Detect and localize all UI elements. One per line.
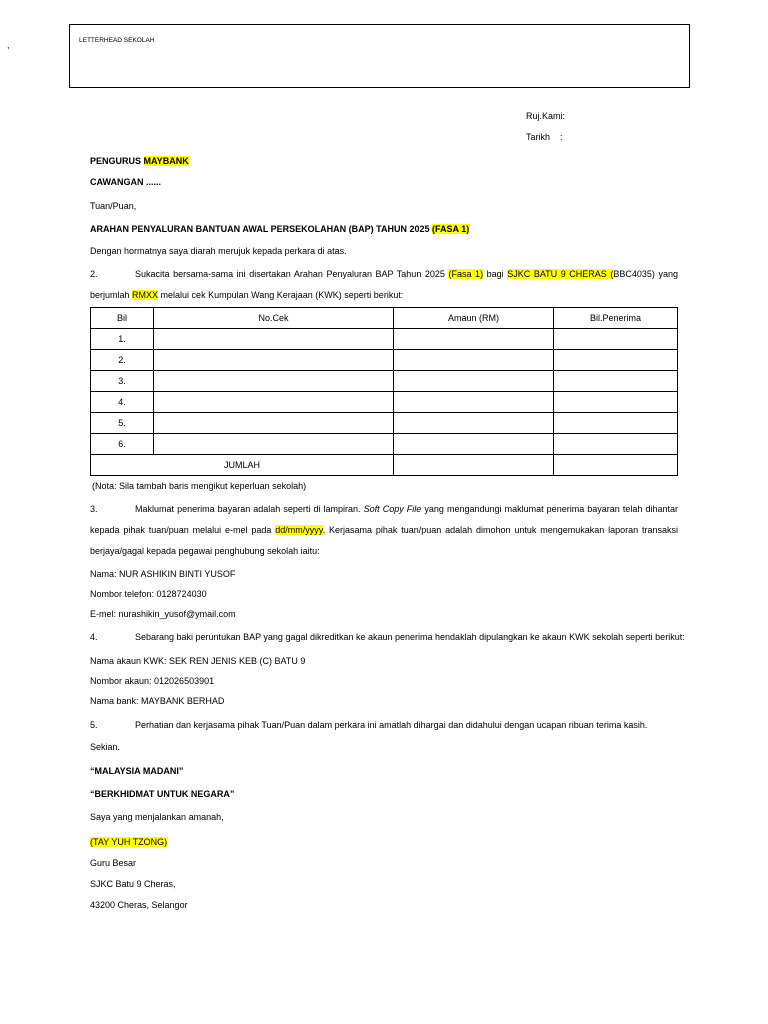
cell-amaun [394, 329, 554, 350]
row-number: 1. [91, 329, 154, 350]
cheque-table [90, 307, 678, 476]
cell-no-cek [154, 371, 394, 392]
para5-number: 5. [90, 720, 98, 730]
para3-date: dd/mm/yyyy [275, 525, 323, 535]
closing-trust: Saya yang menjalankan amanah, [90, 812, 224, 822]
contact-phone: Nombor telefon: 0128724030 [90, 589, 207, 599]
table-note: (Nota: Sila tambah baris mengikut keperluan sekolah) [92, 481, 307, 491]
para3-text: . Kerjasama pihak tuan/puan adalah dimohon untuk mengemukakan laporan transaksi [322, 525, 678, 535]
table-row [91, 434, 678, 455]
cell-no-cek [154, 329, 394, 350]
para2-line1 [135, 269, 678, 280]
letterhead-label: LETTERHEAD SEKOLAH [79, 37, 155, 44]
subject-main: ARAHAN PENYALURAN BANTUAN AWAL PERSEKOLAHAN (BAP) TAHUN 2025 [90, 224, 433, 234]
cell-amaun [394, 350, 554, 371]
ref-ruj: Ruj.Kami: [526, 111, 566, 121]
para3-line3: berjaya/gagal kepada pegawai penghubung sekolah iaitu: [90, 546, 320, 556]
closing-sekian: Sekian. [90, 742, 121, 752]
table-row [91, 392, 678, 413]
cell-bil-penerima [554, 371, 678, 392]
para3-text: yang mengandungi maklumat penerima bayaran telah dihantar [421, 504, 678, 514]
para2-number: 2. [90, 269, 98, 279]
row-number: 5. [91, 413, 154, 434]
motto-malaysia-madani: “MALAYSIA MADANI” [90, 766, 184, 776]
para2-text: Sukacita bersama-sama ini disertakan Arahan Penyaluran BAP Tahun 2025 [135, 269, 449, 279]
motto-berkhidmat: “BERKHIDMAT UNTUK NEGARA” [90, 789, 235, 799]
school-name: SJKC Batu 9 Cheras, [90, 879, 176, 889]
para4-number: 4. [90, 632, 98, 642]
cell-amaun [394, 392, 554, 413]
signer-name [90, 837, 167, 847]
row-number: 6. [91, 434, 154, 455]
cell-no-cek [154, 392, 394, 413]
para2-text: berjumlah [90, 290, 133, 300]
signer-name-text: (TAY YUH TZONG) [90, 837, 168, 847]
header-bil-penerima: Bil.Penerima [554, 308, 678, 329]
recipient-line [90, 156, 189, 166]
para3-text: Maklumat penerima bayaran adalah seperti di lampiran. [135, 504, 364, 514]
cell-bil-penerima [554, 329, 678, 350]
table-row [91, 371, 678, 392]
ref-tarikh: Tarikh : [526, 132, 563, 142]
subject-line [90, 224, 469, 234]
cell-amaun [394, 371, 554, 392]
recipient-prefix: PENGURUS [90, 156, 144, 166]
school-address: 43200 Cheras, Selangor [90, 900, 188, 910]
recipient-bank: MAYBANK [143, 156, 189, 166]
row-number: 3. [91, 371, 154, 392]
total-label: JUMLAH [91, 455, 394, 476]
para2-school: SJKC BATU 9 CHERAS ( [507, 269, 614, 279]
row-number: 2. [91, 350, 154, 371]
cell-bil-penerima [554, 350, 678, 371]
table-header-row [91, 308, 678, 329]
cell-no-cek [154, 434, 394, 455]
cell-no-cek [154, 413, 394, 434]
para2-text: bagi [483, 269, 508, 279]
account-name: Nama akaun KWK: SEK REN JENIS KEB (C) BATU 9 [90, 656, 306, 666]
subject-phase: (FASA 1) [432, 224, 470, 234]
intro-paragraph: Dengan hormatnya saya diarah merujuk kepada perkara di atas. [90, 246, 347, 256]
cell-bil-penerima [554, 413, 678, 434]
account-number: Nombor akaun: 012026503901 [90, 676, 215, 686]
header-bil: Bil [91, 308, 154, 329]
para2-line2 [90, 290, 403, 300]
contact-name: Nama: NUR ASHIKIN BINTI YUSOF [90, 569, 236, 579]
table-total-row [91, 455, 678, 476]
para4-text: Sebarang baki peruntukan BAP yang gagal dikreditkan ke akaun penerima hendaklah dipulangkan ke akaun KWK sekolah seperti berikut: [135, 632, 685, 642]
header-amaun: Amaun (RM) [394, 308, 554, 329]
table-row [91, 350, 678, 371]
salutation: Tuan/Puan, [90, 201, 137, 211]
letterhead-box [69, 24, 690, 88]
para2-text: BBC4035) yang [613, 269, 679, 279]
para3-soft-copy: Soft Copy File [363, 504, 422, 514]
total-amaun [394, 455, 554, 476]
table-row [91, 413, 678, 434]
signer-title: Guru Besar [90, 858, 137, 868]
para2-text: melalui cek Kumpulan Wang Kerajaan (KWK) seperti berikut: [158, 290, 404, 300]
header-no-cek: No.Cek [154, 308, 394, 329]
cell-bil-penerima [554, 392, 678, 413]
cell-no-cek [154, 350, 394, 371]
cell-bil-penerima [554, 434, 678, 455]
table-row [91, 329, 678, 350]
total-bil-penerima [554, 455, 678, 476]
para3-line1 [135, 504, 678, 515]
account-bank: Nama bank: MAYBANK BERHAD [90, 696, 225, 706]
para2-amount: RMXX [132, 290, 159, 300]
contact-email: E-mel: nurashikin_yusof@ymail.com [90, 609, 236, 619]
stray-mark: , [7, 40, 10, 50]
cell-amaun [394, 434, 554, 455]
para3-text: kepada pihak tuan/puan melalui e-mel pada [90, 525, 276, 535]
para3-line2 [90, 525, 678, 536]
para3-number: 3. [90, 504, 98, 514]
recipient-branch: CAWANGAN ...... [90, 177, 162, 187]
para5-text: Perhatian dan kerjasama pihak Tuan/Puan dalam perkara ini amatlah dihargai dan didahului dengan ucapan ribuan terima kasih. [135, 720, 648, 730]
cell-amaun [394, 413, 554, 434]
para2-phase: (Fasa 1) [448, 269, 484, 279]
row-number: 4. [91, 392, 154, 413]
